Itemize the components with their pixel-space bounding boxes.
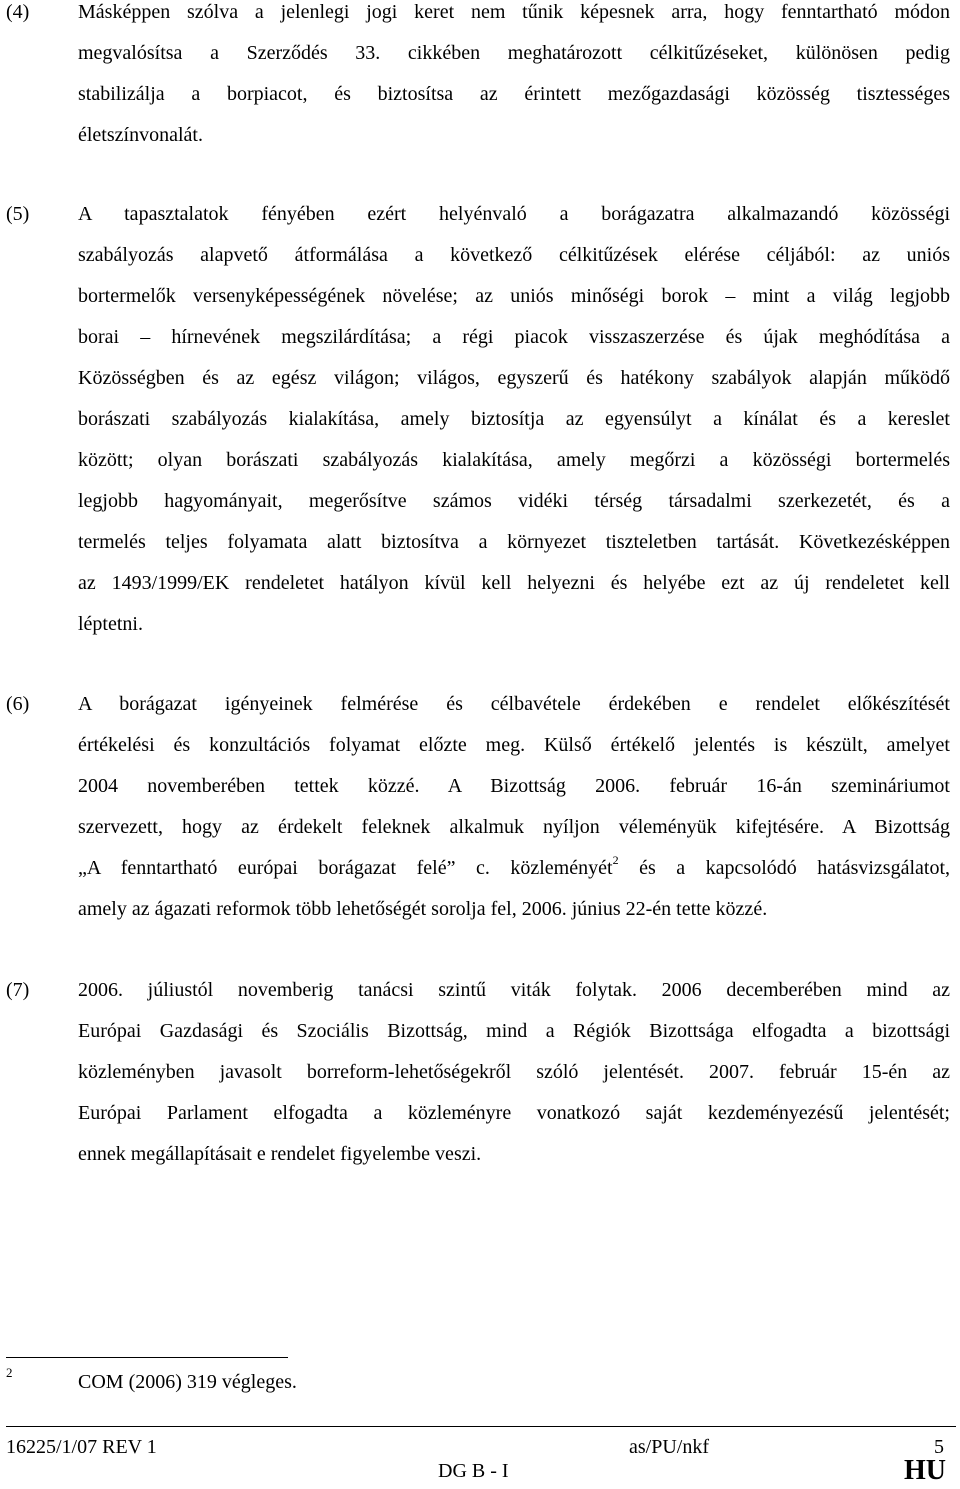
footnote-text: COM (2006) 319 végleges.	[78, 1371, 297, 1393]
paragraph-number: (7)	[6, 979, 30, 1001]
paragraph-text	[78, 684, 950, 930]
paragraph-text	[78, 194, 950, 645]
paragraph-number: (5)	[6, 203, 30, 225]
author-initials: as/PU/nkf	[629, 1436, 709, 1458]
text-line: értékelési és konzultációs folyamat előzte meg. Külső értékelő jelentés is készült, amelyet	[78, 734, 950, 756]
text-line: A tapasztalatok fényében ezért helyénvaló a borágazatra alkalmazandó közösségi	[78, 203, 950, 225]
language-code: HU	[904, 1455, 946, 1486]
footnote-reference[interactable]: 2	[612, 853, 619, 868]
text-line: legjobb hagyományait, megerősítve számos vidéki térség társadalmi szerkezetét, és a	[78, 490, 950, 512]
text-line: ennek megállapításait e rendelet figyelembe veszi.	[78, 1143, 482, 1165]
text-line: között; olyan borászati szabályozás kialakítása, amely megőrzi a közösségi bortermelés	[78, 449, 950, 471]
text-line: életszínvonalát.	[78, 124, 203, 146]
text-line: szabályozás alapvető átformálása a következő célkitűzések elérése céljából: az uniós	[78, 244, 950, 266]
text-fragment: és a kapcsolódó hatásvizsgálatot,	[618, 857, 951, 879]
text-line: az 1493/1999/EK rendeletet hatályon kívül kell helyezni és helyébe ezt az új rendeletet kell	[78, 572, 950, 594]
text-line: szervezett, hogy az érdekelt feleknek alkalmuk nyíljon véleményük kifejtésére. A Bizottság	[78, 816, 950, 838]
paragraph-number: (6)	[6, 693, 30, 715]
page-number: 5	[934, 1436, 944, 1458]
text-line: borászati szabályozás kialakítása, amely biztosítja az egyensúlyt a kínálat és a kereslet	[78, 408, 950, 430]
text-line: Európai Parlament elfogadta a közleményre vonatkozó saját kezdeményezésű jelentését;	[78, 1102, 950, 1124]
text-line: megvalósítsa a Szerződés 33. cikkében meghatározott célkitűzéseket, különösen pedig	[78, 42, 950, 64]
text-line: 2004 novemberében tettek közzé. A Bizottság 2006. február 16-án szemináriumot	[78, 775, 950, 797]
paragraph-text	[78, 0, 950, 156]
directorate-general: DG B - I	[438, 1460, 509, 1482]
text-line: termelés teljes folyamata alatt biztosítva a környezet tiszteletben tartását. Következésképpen	[78, 531, 950, 553]
text-line-with-footnote-ref	[78, 848, 950, 889]
footer-separator	[6, 1426, 956, 1427]
text-line: Közösségben és az egész világon; világos, egyszerű és hatékony szabályok alapján működő	[78, 367, 950, 389]
text-fragment: „A fenntartható európai borágazat felé” c. közleményét	[78, 857, 613, 879]
paragraph-text	[78, 970, 950, 1175]
text-line: léptetni.	[78, 613, 143, 635]
text-line: borai – hírnevének megszilárdítása; a régi piacok visszaszerzése és újak meghódítása a	[78, 326, 950, 348]
text-line: 2006. júliustól novemberig tanácsi szintű viták folytak. 2006 decemberében mind az	[78, 979, 950, 1001]
footnote-mark: 2	[6, 1365, 13, 1380]
text-line: bortermelők versenyképességének növelése; az uniós minőségi borok – mint a világ legjobb	[78, 285, 950, 307]
footnote-separator	[6, 1357, 288, 1358]
text-line: közleményben javasolt borreform-lehetőségekről szóló jelentését. 2007. február 15-én az	[78, 1061, 950, 1083]
text-line: Másképpen szólva a jelenlegi jogi keret nem tűnik képesnek arra, hogy fenntartható módon	[78, 1, 950, 23]
paragraph-number: (4)	[6, 1, 30, 23]
text-line: Európai Gazdasági és Szociális Bizottság, mind a Régiók Bizottsága elfogadta a bizottsági	[78, 1020, 950, 1042]
text-line: amely az ágazati reformok több lehetőségét sorolja fel, 2006. június 22-én tette közzé.	[78, 898, 768, 920]
document-reference: 16225/1/07 REV 1	[6, 1436, 157, 1458]
text-line: A borágazat igényeinek felmérése és célbavétele érdekében e rendelet előkészítését	[78, 693, 950, 715]
text-line: stabilizálja a borpiacot, és biztosítsa az érintett mezőgazdasági közösség tisztességes	[78, 83, 950, 105]
